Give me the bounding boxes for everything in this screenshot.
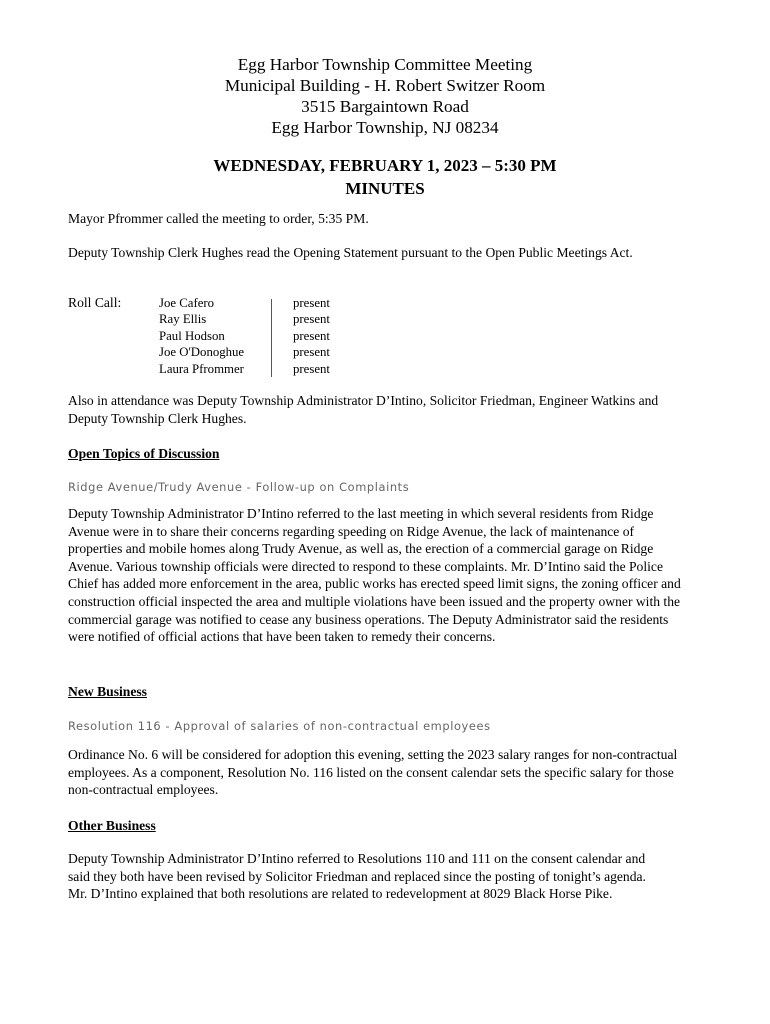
roll-call-name: Joe Cafero: [159, 296, 215, 310]
new-business-heading: New Business: [68, 684, 147, 699]
meeting-date-line: WEDNESDAY, FEBRUARY 1, 2023 – 5:30 PM: [213, 156, 557, 175]
header-line-3: 3515 Bargaintown Road: [301, 97, 469, 116]
open-topics-body: Deputy Township Administrator D’Intino referred to the last meeting in which several residents from Ridge Avenue were in to share their concerns regarding speeding on Ridge Avenue, the lack of maintenance of properties and mobile homes along Trudy Avenue, as well as, the erection of a commercial garage on Ridge Avenue. Various township officials were directed to respond to these complaints. Mr. D’Intino said the Police Chief has added more enforcement in the area, public works has erected speed limit signs, the zoning officer and construction official inspected the area and multiple violations have been issued and the property owner with the commercial garage was notified to cease any business operations. The Deputy Administrator said the residents were notified of official actions that have been taken to remedy their concerns.: [68, 506, 681, 645]
other-business-body: Deputy Township Administrator D’Intino referred to Resolutions 110 and 111 on the consent calendar and said they both have been revised by Solicitor Friedman and replaced since the posting of tonight’s agenda. Mr. D’Intino explained that both resolutions are related to redevelopment at 8029 Black Horse Pike.: [68, 851, 646, 902]
roll-call-status: present: [293, 345, 330, 360]
open-topics-subheading: Ridge Avenue/Trudy Avenue - Follow-up on Complaints: [68, 480, 410, 494]
roll-call-label: Roll Call:: [68, 295, 122, 310]
roll-call-divider: [271, 299, 272, 377]
roll-call-name: Paul Hodson: [159, 328, 225, 343]
new-business-body: Ordinance No. 6 will be considered for adoption this evening, setting the 2023 salary ranges for non-contractual employees. As a component, Resolution No. 116 listed on the consent calendar sets the specific salary for those non-contractual employees.: [68, 747, 678, 798]
attendance-text: Also in attendance was Deputy Township Administrator D’Intino, Solicitor Friedman, Engineer Watkins and Deputy Township Clerk Hughes.: [68, 393, 659, 426]
document-type: MINUTES: [345, 179, 425, 198]
call-to-order-text: Mayor Pfrommer called the meeting to order, 5:35 PM.: [68, 211, 369, 226]
open-topics-heading: Open Topics of Discussion: [68, 446, 220, 461]
meeting-header: [0, 54, 770, 138]
header-line-2: Municipal Building - H. Robert Switzer Room: [224, 76, 546, 95]
header-line-1: Egg Harbor Township Committee Meeting: [237, 55, 533, 74]
roll-call-name: Laura Pfrommer: [159, 361, 244, 376]
new-business-subheading: Resolution 116 - Approval of salaries of non-contractual employees: [68, 719, 491, 733]
opening-statement-text: Deputy Township Clerk Hughes read the Opening Statement pursuant to the Open Public Meetings Act.: [68, 245, 633, 260]
roll-call-status: present: [293, 361, 330, 376]
document-title: [0, 154, 770, 200]
roll-call-statuses: [293, 295, 330, 377]
roll-call-status: present: [293, 296, 330, 310]
roll-call-name: Joe O'Donoghue: [159, 345, 245, 360]
roll-call-status: present: [293, 328, 330, 343]
roll-call-names: [159, 295, 244, 377]
roll-call-name: Ray Ellis: [159, 312, 207, 327]
other-business-heading: Other Business: [68, 818, 156, 833]
roll-call-status: present: [293, 312, 330, 327]
header-line-4: Egg Harbor Township, NJ 08234: [271, 118, 499, 137]
